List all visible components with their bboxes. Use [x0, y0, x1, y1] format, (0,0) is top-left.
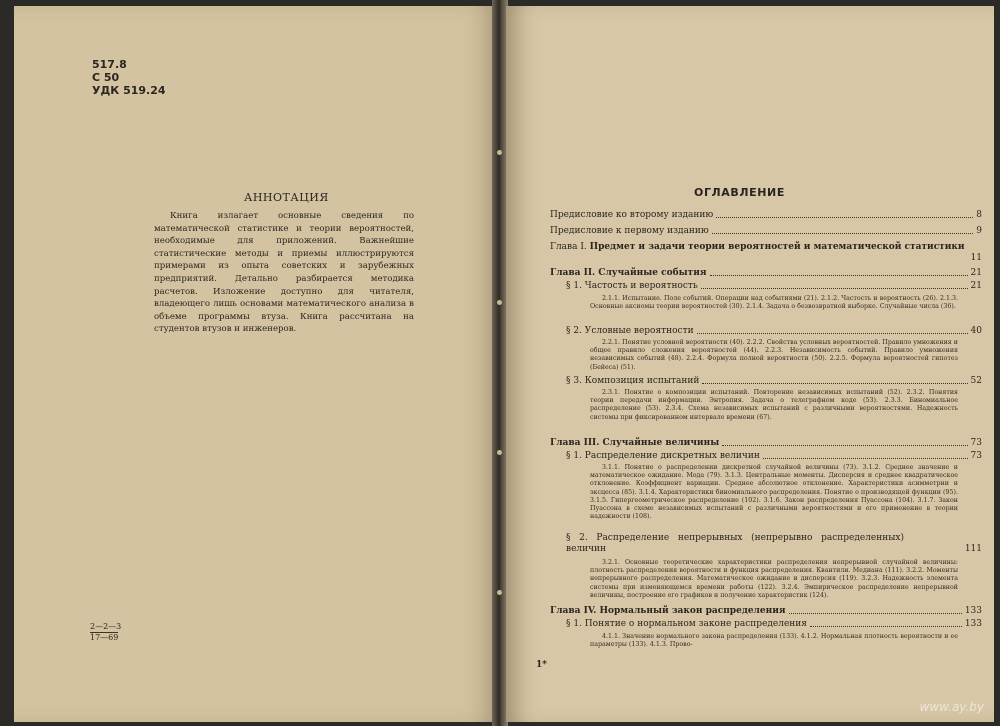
print-code-top: 2—2—3 — [90, 622, 122, 631]
toc-entry-page: 8 — [976, 210, 982, 220]
toc-leader — [722, 445, 967, 446]
watermark: www.ay.by — [919, 700, 984, 714]
toc-entry-label: Глава II. Случайные события — [550, 268, 707, 278]
toc-leader — [716, 217, 973, 218]
toc-entry-label: Предисловие к первому изданию — [550, 226, 709, 236]
toc-chapter-2 — [550, 268, 982, 279]
toc-entry-label: § 2. Условные вероятности — [566, 326, 694, 336]
classification-line: С 50 — [92, 71, 120, 84]
toc-entry-page: 133 — [964, 606, 982, 616]
toc-entry-label: Предисловие ко второму изданию — [550, 210, 714, 220]
toc-subsections: 4.1.1. Значение нормального закона распределения (133). 4.1.2. Нормальная плотность вероятности и ее параметры (133). 4.1.3. Прово- — [590, 633, 958, 649]
binding-stitch — [497, 150, 502, 155]
toc-leader — [810, 626, 962, 627]
toc-entry-page: 11 — [970, 253, 982, 263]
udk-code: УДК 519.24 — [92, 84, 166, 97]
toc-leader — [701, 288, 968, 289]
annotation-text: Книга излагает основные сведения по математической статистике и теории вероятностей, необходимые для приложений. Важнейшие статистические методы и приемы иллюстрируются примерами из опыта советских и зарубежных предприятий. Детально разбирается методика расчетов. Изложение доступно для читателя, владеющего лишь основами математического анализа в объеме программы втуза. Книга рассчитана на студентов втузов и инженеров. — [154, 211, 414, 335]
left-page — [14, 6, 496, 722]
toc-entry-label: § 1. Частость и вероятность — [566, 281, 698, 291]
binding-stitch — [497, 590, 502, 595]
toc-entry-label: § 3. Композиция испытаний — [566, 376, 700, 386]
toc-leader — [702, 383, 967, 384]
toc-entry-label: § 1. Распределение дискретных величин — [566, 451, 760, 461]
toc-entry-page: 111 — [964, 544, 982, 554]
toc-entry-page: 21 — [970, 281, 982, 291]
toc-entry-preface-1 — [550, 226, 982, 237]
toc-entry-page: 73 — [970, 451, 982, 461]
toc-section-2-2 — [566, 326, 982, 337]
toc-entry-label: § 1. Понятие о нормальном законе распределения — [566, 619, 807, 629]
toc-subsections: 3.1.1. Понятие о распределении дискретной случайной величины (73). 3.1.2. Среднее значение и математическое ожидание. Мода (79). 3.1.3. Центральные моменты. Дисперсия и среднее квадратическое отклонение. Коэффициент вариации. Среднее абсолютное отклонение. Характеристики асимметрии и эксцесса (85). 3.1.4. Характеристики биномиального распределения. Понятие о производящей функции (95). 3.1.5. Гипергеометрическое распределение (102). 3.1.6. Закон распределения Пуассона (104). 3.1.7. Закон Пуассона в схеме независимых испытаний с различными вероятностями и его применение в теории надежности (108). — [590, 464, 958, 521]
toc-entry-page: 21 — [970, 268, 982, 278]
toc-section-3-1 — [566, 451, 982, 462]
right-page — [506, 6, 994, 722]
toc-chapter-3 — [550, 438, 982, 449]
annotation-title: АННОТАЦИЯ — [244, 191, 329, 204]
toc-chapter-1 — [550, 242, 982, 263]
toc-section-2-3 — [566, 376, 982, 387]
toc-entry-label: Глава III. Случайные величины — [550, 438, 720, 448]
toc-section-2-1 — [566, 281, 982, 292]
toc-entry-page: 133 — [964, 619, 982, 629]
toc-title: ОГЛАВЛЕНИЕ — [694, 186, 785, 199]
toc-entry-page: 9 — [976, 226, 982, 236]
toc-leader — [710, 275, 968, 276]
toc-entry-preface-2 — [550, 210, 982, 221]
toc-entry-label: § 2. Распределение непрерывных (непрерывно распределенных) величин — [566, 533, 904, 554]
toc-section-3-2 — [566, 533, 982, 555]
toc-section-4-1 — [566, 619, 982, 630]
binding-stitch — [497, 300, 502, 305]
toc-entry-page: 73 — [970, 438, 982, 448]
signature-mark: 1* — [536, 660, 547, 670]
toc-subsections: 2.2.1. Понятие условной вероятности (40). 2.2.2. Свойства условных вероятностей. Правило умножения и общее правило сложения вероятностей (44). 2.2.3. Независимость событий. Правило умножения независимых событий (48). 2.2.4. Формула полной вероятности (50). 2.2.5. Формула вероятностей гипотез (Бейеса) (51). — [590, 339, 958, 371]
classification-codes — [92, 58, 166, 97]
toc-entry-label: Глава IV. Нормальный закон распределения — [550, 606, 786, 616]
toc-entry-page: 40 — [970, 326, 982, 336]
toc-subsections: 3.2.1. Основные теоретические характеристики распределения непрерывной случайной величины: плотность распределения вероятности и функция распределения. Квантили. Медиана (111). 3.2.2. Моменты непрерывного распределения. Математическое ожидание и дисперсия (119). 3.2.3. Надежность элемента системы при изменяющемся времени работы (122). 3.2.4. Эмпирическое распределение непрерывной величины, построение его графиков и получение характеристик (124). — [590, 559, 958, 599]
binding-stitch — [497, 450, 502, 455]
toc-subsections: 2.3.1. Понятие о композиции испытаний. Повторение независимых испытаний (52). 2.3.2. Понятия теории передачи информации. Энтропия. Задача о телеграфном коде (53). 2.3.3. Биномиальное распределение (53). 2.3.4. Схема независимых испытаний с различными вероятностями. Надежность системы при фиксированном интервале времени (67). — [590, 389, 958, 421]
classification-line: 517.8 — [92, 58, 127, 71]
chapter-title: Предмет и задачи теории вероятностей и математической статистики — [589, 242, 965, 252]
toc-leader — [712, 233, 974, 234]
toc-leader — [697, 333, 968, 334]
toc-leader — [763, 458, 968, 459]
toc-entry-page: 52 — [970, 376, 982, 386]
toc-subsections: 2.1.1. Испытание. Поле событий. Операции над событиями (21). 2.1.2. Частость и вероятность (26). 2.1.3. Основные аксиомы теории вероятностей (30). 2.1.4. Задача о безвозвратной выборке. Случайные числа (36). — [590, 295, 958, 311]
chapter-prefix: Глава I. — [550, 242, 587, 252]
toc-chapter-4 — [550, 606, 982, 617]
toc-leader — [789, 613, 962, 614]
print-code-bottom: 17—69 — [90, 633, 119, 642]
print-code — [90, 622, 121, 643]
